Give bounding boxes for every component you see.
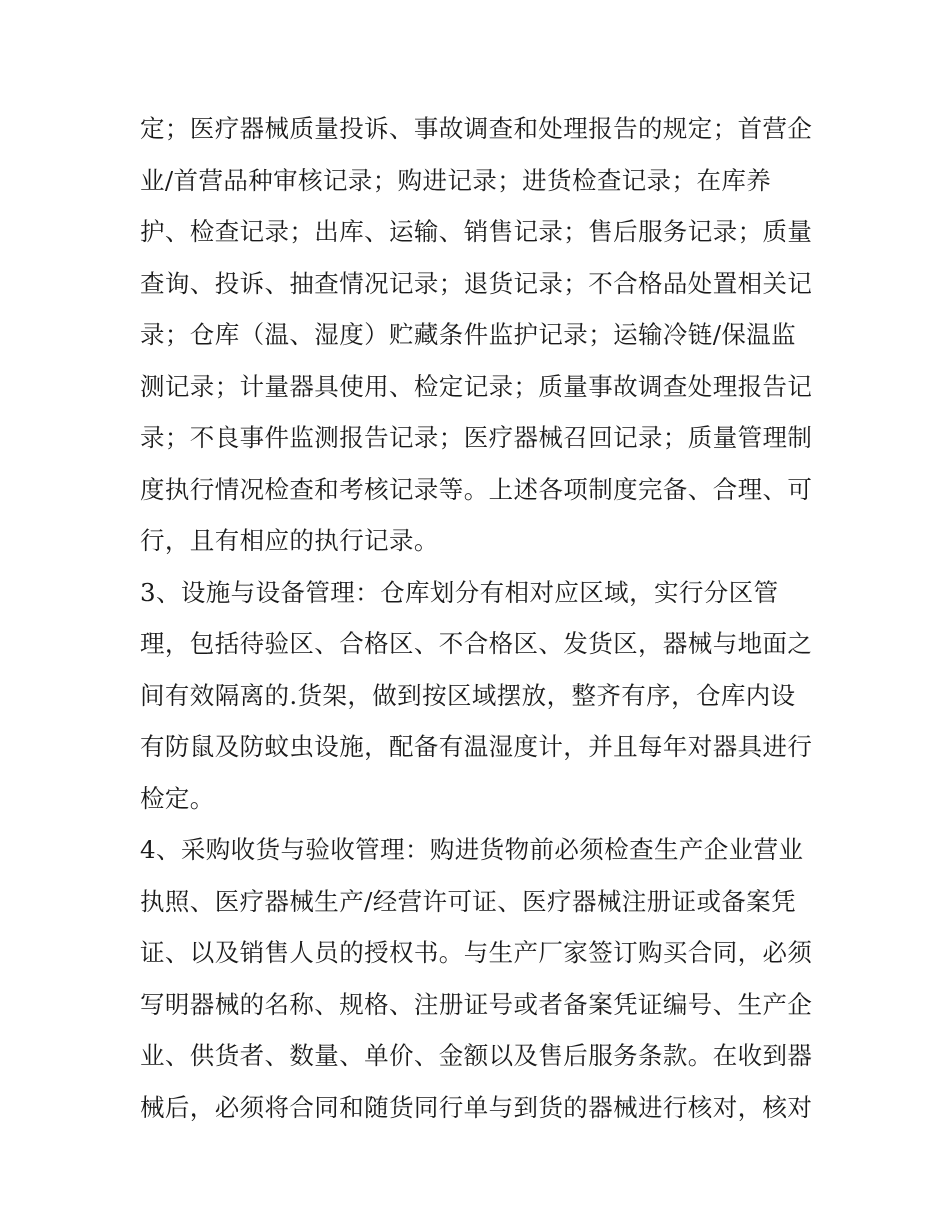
text-line: 理，包括待验区、合格区、不合格区、发货区，器械与地面之 [140, 629, 813, 658]
text-line: 护、检查记录；出库、运输、销售记录；售后服务记录；质量 [140, 217, 813, 246]
text-line: 写明器械的名称、规格、注册证号或者备案凭证编号、生产企 [140, 989, 813, 1019]
text-line: 查询、投诉、抽查情况记录；退货记录；不合格品处置相关记 [140, 268, 813, 298]
section-3-heading-line: 3、设施与设备管理：仓库划分有相对应区域，实行分区管 [140, 577, 779, 607]
text-line: 业、供货者、数量、单价、金额以及售后服务条款。在收到器 [140, 1041, 813, 1070]
text-line: 有防鼠及防蚊虫设施，配备有温湿度计，并且每年对器具进行 [140, 732, 813, 761]
text-line: 录；不良事件监测报告记录；医疗器械召回记录；质量管理制 [140, 423, 813, 452]
body-text [140, 103, 820, 1133]
text-line: 间有效隔离的.货架，做到按区域摆放，整齐有序，仓库内设 [140, 680, 796, 710]
text-line: 械后，必须将合同和随货同行单与到货的器械进行核对，核对 [140, 1092, 813, 1122]
text-line: 检定。 [140, 783, 215, 813]
text-line: 测记录；计量器具使用、检定记录；质量事故调查处理报告记 [140, 371, 813, 401]
text-line: 业/首营品种审核记录；购进记录；进货检查记录；在库养 [140, 165, 772, 195]
text-line: 定；医疗器械质量投诉、事故调查和处理报告的规定；首营企 [140, 114, 813, 143]
text-line: 证、以及销售人员的授权书。与生产厂家签订购买合同，必须 [140, 938, 813, 967]
section-4-heading-line: 4、采购收货与验收管理：购进货物前必须检查生产企业营业 [140, 835, 804, 864]
text-line: 行，且有相应的执行记录。 [140, 526, 439, 555]
text-line: 执照、医疗器械生产/经营许可证、医疗器械注册证或备案凭 [140, 886, 797, 916]
text-line: 度执行情况检查和考核记录等。上述各项制度完备、合理、可 [140, 474, 813, 504]
text-line: 录；仓库（温、湿度）贮藏条件监护记录；运输冷链/保温监 [140, 320, 797, 349]
